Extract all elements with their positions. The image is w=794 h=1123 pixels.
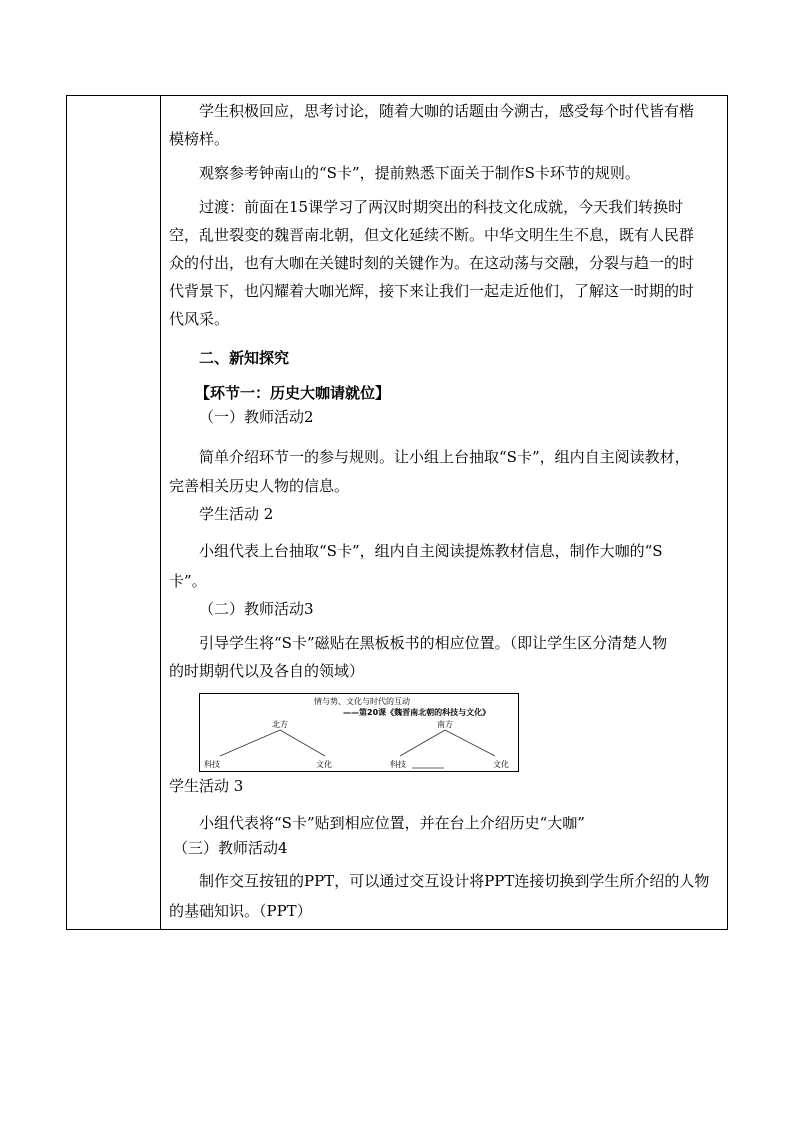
diagram-north-culture: 文化 — [316, 760, 332, 769]
diagram-south-culture: 文化 — [493, 760, 509, 769]
blackboard-diagram — [199, 693, 519, 772]
paragraph-line: 小组代表上台抽取“S卡”，组内自主阅读提炼教材信息，制作大咖的“S — [199, 542, 663, 560]
paragraph-line: 完善相关历史人物的信息。 — [169, 477, 350, 495]
diagram-branch-line — [220, 730, 280, 756]
paragraph-line: 学生积极回应，思考讨论，随着大咖的话题由今溯古，感受每个时代皆有楷 — [199, 102, 695, 120]
paragraph-line: 众的付出，也有大咖在关键时刻的关键作为。在这动荡与交融，分裂与趋一的时 — [169, 254, 695, 272]
teacher-activity-label: （三）教师活动4 — [173, 839, 288, 857]
student-activity-label: 学生活动 3 — [169, 777, 244, 795]
paragraph-line: 简单介绍环节一的参与规则。让小组上台抽取“S卡”，组内自主阅读教材， — [199, 448, 690, 466]
paragraph-line: 代背景下，也闪耀着大咖光辉，接下来让我们一起走近他们，了解这一时期的时 — [169, 282, 695, 300]
diagram-north-tech: 科技 — [204, 760, 220, 769]
column-divider — [160, 96, 161, 929]
paragraph-line: 模榜样。 — [169, 130, 230, 148]
diagram-svg — [200, 694, 518, 771]
paragraph-line: 的时期朝代以及各自的领域） — [169, 662, 365, 680]
paragraph-line: 过渡：前面在15课学习了两汉时期突出的科技文化成就，今天我们转换时 — [199, 198, 684, 216]
paragraph-line: 的基础知识。（PPT） — [169, 902, 312, 920]
diagram-branch-line — [280, 730, 325, 756]
paragraph-line: 卡”。 — [169, 572, 207, 590]
section-heading: 二、新知探究 — [199, 349, 290, 367]
paragraph-line: 引导学生将“S卡”磁贴在黑板板书的相应位置。（即让学生区分清楚人物 — [199, 634, 668, 652]
paragraph-line: 代风采。 — [169, 310, 230, 328]
paragraph-line: 制作交互按钮的PPT，可以通过交互设计将PPT连接切换到学生所介绍的人物 — [199, 872, 710, 890]
diagram-south-tech: 科技 — [390, 760, 406, 769]
paragraph-line: 空，乱世裂变的魏晋南北朝，但文化延续不断。中华文明生生不息，既有人民群 — [169, 226, 695, 244]
diagram-branch-line — [400, 730, 445, 756]
diagram-south-label: 南方 — [437, 720, 453, 729]
teacher-activity-label: （一）教师活动2 — [199, 408, 314, 426]
diagram-north-label: 北方 — [272, 720, 288, 729]
diagram-subtitle: ——第20课《魏晋南北朝的科技与文化》 — [343, 708, 491, 717]
lesson-table — [66, 95, 728, 930]
diagram-title: 情与势、文化与时代的互动 — [314, 697, 410, 706]
diagram-branch-line — [445, 730, 495, 756]
paragraph-line: 观察参考钟南山的“S卡”，提前熟悉下面关于制作S卡环节的规则。 — [199, 164, 640, 182]
student-activity-label: 学生活动 2 — [199, 505, 274, 523]
paragraph-line: 小组代表将“S卡”贴到相应位置，并在台上介绍历史“大咖” — [199, 814, 585, 832]
teacher-activity-label: （二）教师活动3 — [199, 600, 314, 618]
activity-heading: 【环节一：历史大咖请就位】 — [195, 384, 391, 402]
